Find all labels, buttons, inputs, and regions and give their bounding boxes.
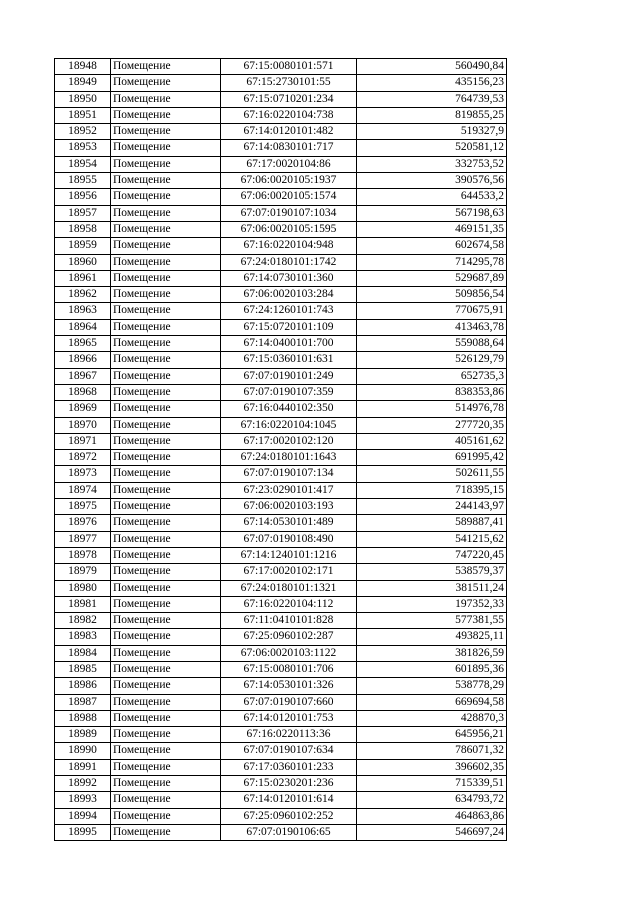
- cadastral-number-cell: 67:06:0020103:1122: [221, 645, 357, 661]
- row-number-cell: 18956: [55, 189, 111, 205]
- table-row: [55, 433, 507, 449]
- cadastral-value-cell: 428870,3: [357, 710, 507, 726]
- object-type-cell: Помещение: [111, 107, 221, 123]
- row-number-cell: 18952: [55, 124, 111, 140]
- cadastral-number-cell: 67:24:0180101:1643: [221, 450, 357, 466]
- table-row: [55, 75, 507, 91]
- row-number-cell: 18988: [55, 710, 111, 726]
- object-type-cell: Помещение: [111, 59, 221, 75]
- cadastral-value-cell: 747220,45: [357, 547, 507, 563]
- object-type-cell: Помещение: [111, 270, 221, 286]
- cadastral-number-cell: 67:16:0220113:36: [221, 727, 357, 743]
- cadastral-value-cell: 601895,36: [357, 661, 507, 677]
- object-type-cell: Помещение: [111, 678, 221, 694]
- cadastral-value-cell: 244143,97: [357, 499, 507, 515]
- cadastral-value-table: [54, 58, 507, 841]
- cadastral-value-cell: 413463,78: [357, 319, 507, 335]
- table-row: [55, 808, 507, 824]
- row-number-cell: 18978: [55, 547, 111, 563]
- cadastral-number-cell: 67:24:1260101:743: [221, 303, 357, 319]
- cadastral-number-cell: 67:06:0020103:193: [221, 499, 357, 515]
- row-number-cell: 18958: [55, 221, 111, 237]
- cadastral-value-cell: 764739,53: [357, 91, 507, 107]
- table-row: [55, 645, 507, 661]
- cadastral-number-cell: 67:14:0120101:753: [221, 710, 357, 726]
- object-type-cell: Помещение: [111, 75, 221, 91]
- cadastral-number-cell: 67:07:0190101:249: [221, 368, 357, 384]
- row-number-cell: 18967: [55, 368, 111, 384]
- row-number-cell: 18964: [55, 319, 111, 335]
- cadastral-value-cell: 381826,59: [357, 645, 507, 661]
- table-row: [55, 124, 507, 140]
- row-number-cell: 18966: [55, 352, 111, 368]
- row-number-cell: 18957: [55, 205, 111, 221]
- object-type-cell: Помещение: [111, 140, 221, 156]
- row-number-cell: 18987: [55, 694, 111, 710]
- row-number-cell: 18986: [55, 678, 111, 694]
- row-number-cell: 18977: [55, 531, 111, 547]
- table-row: [55, 140, 507, 156]
- object-type-cell: Помещение: [111, 368, 221, 384]
- cadastral-value-cell: 602674,58: [357, 238, 507, 254]
- row-number-cell: 18982: [55, 613, 111, 629]
- object-type-cell: Помещение: [111, 694, 221, 710]
- object-type-cell: Помещение: [111, 336, 221, 352]
- cadastral-number-cell: 67:06:0020105:1595: [221, 221, 357, 237]
- cadastral-number-cell: 67:25:0960102:252: [221, 808, 357, 824]
- cadastral-number-cell: 67:17:0020104:86: [221, 156, 357, 172]
- cadastral-number-cell: 67:06:0020103:284: [221, 287, 357, 303]
- object-type-cell: Помещение: [111, 433, 221, 449]
- cadastral-number-cell: 67:07:0190106:65: [221, 824, 357, 840]
- table-row: [55, 205, 507, 221]
- object-type-cell: Помещение: [111, 531, 221, 547]
- object-type-cell: Помещение: [111, 287, 221, 303]
- object-type-cell: Помещение: [111, 564, 221, 580]
- table-row: [55, 189, 507, 205]
- cadastral-value-cell: 526129,79: [357, 352, 507, 368]
- row-number-cell: 18950: [55, 91, 111, 107]
- row-number-cell: 18981: [55, 596, 111, 612]
- cadastral-value-cell: 560490,84: [357, 59, 507, 75]
- row-number-cell: 18975: [55, 499, 111, 515]
- cadastral-number-cell: 67:16:0220104:948: [221, 238, 357, 254]
- table-row: [55, 173, 507, 189]
- object-type-cell: Помещение: [111, 466, 221, 482]
- cadastral-value-cell: 277720,35: [357, 417, 507, 433]
- cadastral-value-cell: 541215,62: [357, 531, 507, 547]
- object-type-cell: Помещение: [111, 759, 221, 775]
- cadastral-value-cell: 435156,23: [357, 75, 507, 91]
- row-number-cell: 18963: [55, 303, 111, 319]
- table-row: [55, 661, 507, 677]
- object-type-cell: Помещение: [111, 384, 221, 400]
- cadastral-number-cell: 67:14:0530101:326: [221, 678, 357, 694]
- cadastral-number-cell: 67:15:0230201:236: [221, 776, 357, 792]
- cadastral-value-cell: 538579,37: [357, 564, 507, 580]
- object-type-cell: Помещение: [111, 499, 221, 515]
- row-number-cell: 18949: [55, 75, 111, 91]
- cadastral-number-cell: 67:14:1240101:1216: [221, 547, 357, 563]
- cadastral-value-cell: 669694,58: [357, 694, 507, 710]
- row-number-cell: 18968: [55, 384, 111, 400]
- row-number-cell: 18959: [55, 238, 111, 254]
- cadastral-number-cell: 67:14:0530101:489: [221, 515, 357, 531]
- table-row: [55, 678, 507, 694]
- cadastral-value-cell: 819855,25: [357, 107, 507, 123]
- cadastral-number-cell: 67:15:0080101:571: [221, 59, 357, 75]
- object-type-cell: Помещение: [111, 303, 221, 319]
- row-number-cell: 18973: [55, 466, 111, 482]
- row-number-cell: 18991: [55, 759, 111, 775]
- table-row: [55, 580, 507, 596]
- row-number-cell: 18992: [55, 776, 111, 792]
- table-row: [55, 792, 507, 808]
- table-row: [55, 547, 507, 563]
- cadastral-number-cell: 67:23:0290101:417: [221, 482, 357, 498]
- cadastral-value-cell: 405161,62: [357, 433, 507, 449]
- table-row: [55, 221, 507, 237]
- cadastral-value-cell: 502611,55: [357, 466, 507, 482]
- table-row: [55, 156, 507, 172]
- cadastral-number-cell: 67:15:2730101:55: [221, 75, 357, 91]
- cadastral-number-cell: 67:06:0020105:1937: [221, 173, 357, 189]
- row-number-cell: 18962: [55, 287, 111, 303]
- row-number-cell: 18960: [55, 254, 111, 270]
- table-row: [55, 238, 507, 254]
- cadastral-number-cell: 67:14:0120101:482: [221, 124, 357, 140]
- cadastral-number-cell: 67:11:0410101:828: [221, 613, 357, 629]
- cadastral-value-cell: 514976,78: [357, 401, 507, 417]
- cadastral-number-cell: 67:24:0180101:1742: [221, 254, 357, 270]
- row-number-cell: 18965: [55, 336, 111, 352]
- table-row: [55, 91, 507, 107]
- cadastral-value-cell: 469151,35: [357, 221, 507, 237]
- cadastral-value-cell: 838353,86: [357, 384, 507, 400]
- cadastral-number-cell: 67:06:0020105:1574: [221, 189, 357, 205]
- row-number-cell: 18983: [55, 629, 111, 645]
- table-row: [55, 336, 507, 352]
- table-row: [55, 743, 507, 759]
- table-row: [55, 515, 507, 531]
- object-type-cell: Помещение: [111, 727, 221, 743]
- object-type-cell: Помещение: [111, 808, 221, 824]
- cadastral-number-cell: 67:16:0220104:738: [221, 107, 357, 123]
- table-body: [55, 59, 507, 841]
- cadastral-value-cell: 786071,32: [357, 743, 507, 759]
- object-type-cell: Помещение: [111, 596, 221, 612]
- cadastral-value-cell: 520581,12: [357, 140, 507, 156]
- object-type-cell: Помещение: [111, 824, 221, 840]
- cadastral-value-cell: 546697,24: [357, 824, 507, 840]
- cadastral-value-cell: 645956,21: [357, 727, 507, 743]
- cadastral-value-cell: 634793,72: [357, 792, 507, 808]
- table-row: [55, 287, 507, 303]
- cadastral-number-cell: 67:14:0120101:614: [221, 792, 357, 808]
- object-type-cell: Помещение: [111, 156, 221, 172]
- cadastral-number-cell: 67:15:0360101:631: [221, 352, 357, 368]
- row-number-cell: 18972: [55, 450, 111, 466]
- object-type-cell: Помещение: [111, 417, 221, 433]
- table-row: [55, 270, 507, 286]
- cadastral-value-cell: 509856,54: [357, 287, 507, 303]
- row-number-cell: 18948: [55, 59, 111, 75]
- table-row: [55, 629, 507, 645]
- row-number-cell: 18955: [55, 173, 111, 189]
- cadastral-number-cell: 67:17:0020102:120: [221, 433, 357, 449]
- row-number-cell: 18979: [55, 564, 111, 580]
- cadastral-number-cell: 67:16:0220104:1045: [221, 417, 357, 433]
- row-number-cell: 18985: [55, 661, 111, 677]
- table-row: [55, 450, 507, 466]
- object-type-cell: Помещение: [111, 515, 221, 531]
- cadastral-number-cell: 67:14:0830101:717: [221, 140, 357, 156]
- row-number-cell: 18969: [55, 401, 111, 417]
- cadastral-number-cell: 67:07:0190107:134: [221, 466, 357, 482]
- table-row: [55, 776, 507, 792]
- object-type-cell: Помещение: [111, 547, 221, 563]
- object-type-cell: Помещение: [111, 776, 221, 792]
- object-type-cell: Помещение: [111, 91, 221, 107]
- table-row: [55, 59, 507, 75]
- object-type-cell: Помещение: [111, 189, 221, 205]
- cadastral-value-cell: 652735,3: [357, 368, 507, 384]
- object-type-cell: Помещение: [111, 661, 221, 677]
- object-type-cell: Помещение: [111, 482, 221, 498]
- table-row: [55, 417, 507, 433]
- cadastral-number-cell: 67:14:0730101:360: [221, 270, 357, 286]
- table-row: [55, 564, 507, 580]
- table-row: [55, 694, 507, 710]
- object-type-cell: Помещение: [111, 352, 221, 368]
- cadastral-value-cell: 567198,63: [357, 205, 507, 221]
- cadastral-number-cell: 67:07:0190107:660: [221, 694, 357, 710]
- row-number-cell: 18980: [55, 580, 111, 596]
- table-row: [55, 759, 507, 775]
- object-type-cell: Помещение: [111, 319, 221, 335]
- object-type-cell: Помещение: [111, 221, 221, 237]
- cadastral-number-cell: 67:16:0440102:350: [221, 401, 357, 417]
- cadastral-number-cell: 67:16:0220104:112: [221, 596, 357, 612]
- row-number-cell: 18954: [55, 156, 111, 172]
- cadastral-value-cell: 538778,29: [357, 678, 507, 694]
- table-row: [55, 824, 507, 840]
- table-row: [55, 384, 507, 400]
- object-type-cell: Помещение: [111, 124, 221, 140]
- object-type-cell: Помещение: [111, 450, 221, 466]
- object-type-cell: Помещение: [111, 710, 221, 726]
- row-number-cell: 18993: [55, 792, 111, 808]
- cadastral-value-cell: 529687,89: [357, 270, 507, 286]
- cadastral-number-cell: 67:15:0080101:706: [221, 661, 357, 677]
- object-type-cell: Помещение: [111, 401, 221, 417]
- cadastral-value-cell: 718395,15: [357, 482, 507, 498]
- table-row: [55, 596, 507, 612]
- cadastral-value-cell: 464863,86: [357, 808, 507, 824]
- cadastral-number-cell: 67:14:0400101:700: [221, 336, 357, 352]
- row-number-cell: 18990: [55, 743, 111, 759]
- row-number-cell: 18953: [55, 140, 111, 156]
- object-type-cell: Помещение: [111, 629, 221, 645]
- cadastral-number-cell: 67:17:0360101:233: [221, 759, 357, 775]
- row-number-cell: 18974: [55, 482, 111, 498]
- cadastral-value-cell: 332753,52: [357, 156, 507, 172]
- row-number-cell: 18984: [55, 645, 111, 661]
- row-number-cell: 18951: [55, 107, 111, 123]
- object-type-cell: Помещение: [111, 792, 221, 808]
- cadastral-value-cell: 396602,35: [357, 759, 507, 775]
- table-row: [55, 466, 507, 482]
- cadastral-value-cell: 559088,64: [357, 336, 507, 352]
- row-number-cell: 18989: [55, 727, 111, 743]
- cadastral-value-cell: 197352,33: [357, 596, 507, 612]
- cadastral-value-cell: 589887,41: [357, 515, 507, 531]
- cadastral-number-cell: 67:15:0710201:234: [221, 91, 357, 107]
- cadastral-value-cell: 381511,24: [357, 580, 507, 596]
- row-number-cell: 18961: [55, 270, 111, 286]
- table-row: [55, 303, 507, 319]
- cadastral-number-cell: 67:07:0190107:634: [221, 743, 357, 759]
- table-row: [55, 613, 507, 629]
- cadastral-value-cell: 519327,9: [357, 124, 507, 140]
- table-row: [55, 352, 507, 368]
- table-row: [55, 482, 507, 498]
- object-type-cell: Помещение: [111, 238, 221, 254]
- cadastral-value-cell: 770675,91: [357, 303, 507, 319]
- row-number-cell: 18976: [55, 515, 111, 531]
- cadastral-value-cell: 644533,2: [357, 189, 507, 205]
- cadastral-number-cell: 67:07:0190107:1034: [221, 205, 357, 221]
- cadastral-number-cell: 67:25:0960102:287: [221, 629, 357, 645]
- object-type-cell: Помещение: [111, 743, 221, 759]
- table-row: [55, 401, 507, 417]
- object-type-cell: Помещение: [111, 173, 221, 189]
- cadastral-value-cell: 493825,11: [357, 629, 507, 645]
- table-row: [55, 710, 507, 726]
- cadastral-number-cell: 67:24:0180101:1321: [221, 580, 357, 596]
- object-type-cell: Помещение: [111, 645, 221, 661]
- cadastral-number-cell: 67:15:0720101:109: [221, 319, 357, 335]
- table-row: [55, 368, 507, 384]
- cadastral-number-cell: 67:17:0020102:171: [221, 564, 357, 580]
- cadastral-value-cell: 714295,78: [357, 254, 507, 270]
- object-type-cell: Помещение: [111, 205, 221, 221]
- cadastral-number-cell: 67:07:0190108:490: [221, 531, 357, 547]
- table-row: [55, 531, 507, 547]
- object-type-cell: Помещение: [111, 613, 221, 629]
- object-type-cell: Помещение: [111, 254, 221, 270]
- table-row: [55, 319, 507, 335]
- row-number-cell: 18970: [55, 417, 111, 433]
- row-number-cell: 18971: [55, 433, 111, 449]
- cadastral-value-cell: 691995,42: [357, 450, 507, 466]
- cadastral-value-cell: 715339,51: [357, 776, 507, 792]
- table-row: [55, 727, 507, 743]
- row-number-cell: 18995: [55, 824, 111, 840]
- table-row: [55, 499, 507, 515]
- table-row: [55, 254, 507, 270]
- row-number-cell: 18994: [55, 808, 111, 824]
- table-row: [55, 107, 507, 123]
- object-type-cell: Помещение: [111, 580, 221, 596]
- cadastral-number-cell: 67:07:0190107:359: [221, 384, 357, 400]
- cadastral-value-cell: 577381,55: [357, 613, 507, 629]
- cadastral-value-cell: 390576,56: [357, 173, 507, 189]
